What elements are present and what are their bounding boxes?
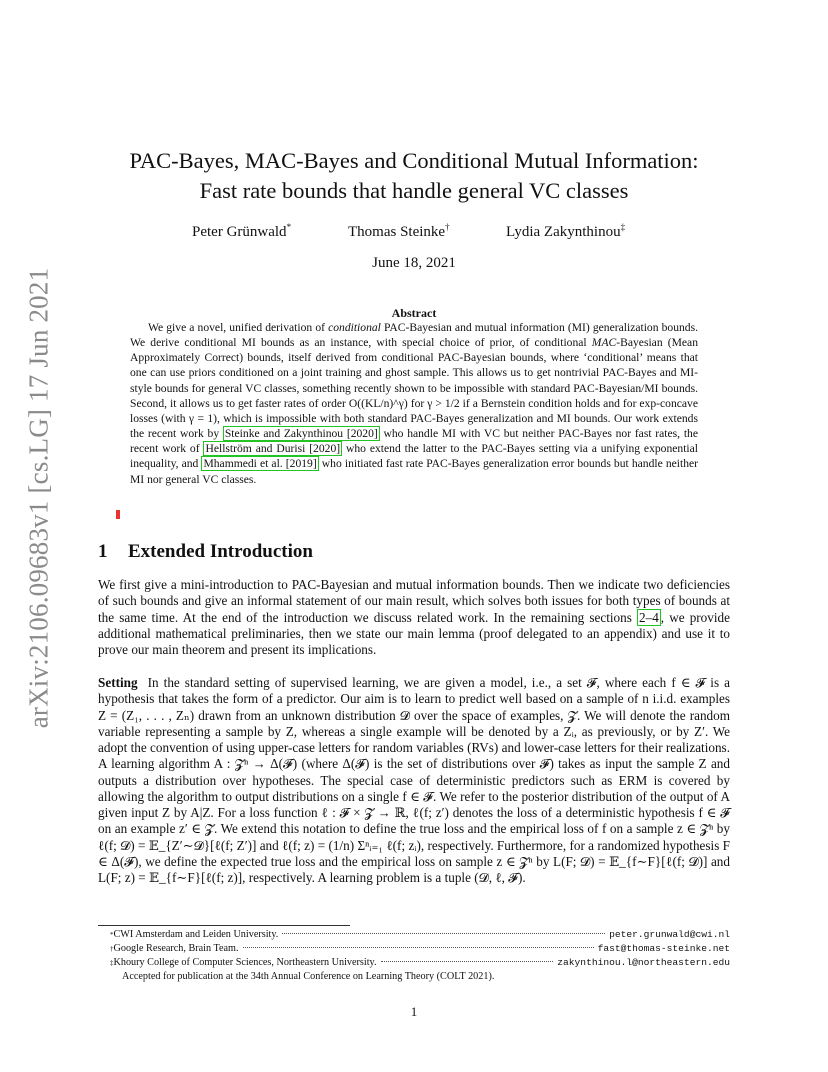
section-ref-link[interactable]: 2–4 (639, 609, 659, 625)
footnote-3: ‡ Khoury College of Computer Sciences, Northeastern University. zakynthinou.l@northeastern.edu (110, 957, 730, 968)
author-3-mark: ‡ (620, 222, 626, 232)
author-1 (192, 222, 291, 241)
author-2-name: Thomas Steinke (348, 224, 446, 240)
setting-paragraph: Setting In the standard setting of supervised learning, we are given a model, i.e., a set 𝓕, where each f ∈ 𝓕 is a hypothesis that takes the form of a predictor. Our aim is to learn to predict well based on a sample of n i.i.d. examples Z = (Z₁, . . . , Zₙ) drawn from an unknown distribution 𝓓 over the space of examples, 𝓩. We will denote the random variable representing a sample by Z, whereas a single example will be denoted by a Zᵢ, as previously, or by Z′. We adopt the convention of using upper-case letters for random variables (RVs) and lower-case letters for their realizations. A learning algorithm A : 𝓩ⁿ → Δ(𝓕) (where Δ(𝓕) is the set of distributions over 𝓕) takes as input the sample Z and outputs a distribution over hypotheses. The special case of deterministic predictors such as ERM is covered by allowing the algorithm to output distributions on a single f ∈ 𝓕. We refer to the posterior distribution of the output of A given input Z by A|Z. For a loss function ℓ : 𝓕 × 𝓩 → ℝ, ℓ(f; z′) denotes the loss of a deterministic hypothesis f ∈ 𝓕 on an example z′ ∈ 𝓩. We extend this notation to define the true loss and the empirical loss of f on a sample z ∈ 𝓩ⁿ by ℓ(f; 𝓓) = 𝔼_{Z′∼𝓓}[ℓ(f; Z′)] and ℓ(f; z) = (1/n) Σⁿᵢ₌₁ ℓ(f; zᵢ), respectively. Furthermore, for a randomized hypothesis F ∈ Δ(𝓕), we define the expected true loss and the empirical loss on sample z ∈ 𝓩ⁿ by L(F; 𝓓) = 𝔼_{f∼F}[ℓ(f; 𝓓)] and L(F; z) = 𝔼_{f∼F}[ℓ(f; z)], respectively. A learning problem is a tuple (𝓓, ℓ, 𝓕). (98, 675, 730, 885)
author-3 (506, 222, 625, 241)
arxiv-identifier-stamp (18, 267, 60, 729)
footnote-2: † Google Research, Brain Team. fast@thomas-steinke.net (110, 943, 730, 954)
citation-link-steinke[interactable]: Steinke and Zakynthinou [2020] (224, 427, 378, 441)
title-line-2: Fast rate bounds that handle general VC classes (199, 178, 629, 203)
author-3-name: Lydia Zakynthinou (506, 224, 621, 240)
footnote-divider (98, 925, 350, 926)
footnote-1: * CWI Amsterdam and Leiden University. peter.grunwald@cwi.nl (110, 929, 730, 940)
email-link-grunwald[interactable]: peter.grunwald@cwi.nl (609, 929, 730, 940)
citation-link-hellstrom[interactable]: Hellström and Durisi [2020] (205, 442, 341, 456)
section-title: Extended Introduction (128, 541, 313, 562)
author-2 (348, 222, 450, 241)
email-link-steinke[interactable]: fast@thomas-steinke.net (597, 943, 730, 954)
author-2-mark: † (445, 222, 450, 232)
author-1-name: Peter Grünwald (192, 224, 287, 240)
paper-title (80, 146, 748, 206)
page-number: 1 (410, 1004, 418, 1019)
author-1-mark: * (286, 222, 292, 232)
abstract-heading: Abstract (391, 306, 437, 320)
email-link-zakynthinou[interactable]: zakynthinou.l@northeastern.edu (557, 957, 730, 968)
abstract-body: We give a novel, unified derivation of conditional PAC-Bayesian and mutual information (MI) generalization bounds. We derive conditional MI bounds as an instance, with special choice of prior, of conditional MAC-Bayesian (Mean Approximately Correct) bounds, itself derived from conditional PAC-Bayesian bounds, where ‘conditional’ means that one can use priors conditioned on a joint training and ghost sample. This allows us to get nontrivial PAC-Bayes and MI-style bounds for general VC classes, something recently shown to be impossible with standard PAC-Bayesian/MI bounds. Second, it allows us to get faster rates of order O((KL/n)^γ) for γ > 1/2 if a Bernstein condition holds and for exp-concave losses (with γ = 1), which is impossible with both standard PAC-Bayes generalization and MI bounds. Our work extends the recent work by Steinke and Zakynthinou [2020] who handle MI with VC but neither PAC-Bayes nor fast rates, the recent work of Hellström and Durisi [2020] who extend the latter to the PAC-Bayes setting via a unifying exponential inequality, and Mhammedi et al. [2019] who initiated fast rate PAC-Bayes generalization error bounds but handle neither MI nor general VC classes. (130, 321, 699, 486)
citation-link-mhammedi[interactable]: Mhammedi et al. [2019] (203, 457, 317, 471)
section-heading (98, 541, 313, 563)
setting-heading: Setting (98, 675, 138, 690)
arxiv-stamp-text: arXiv:2106.09683v1 [cs.LG] 17 Jun 2021 (23, 267, 54, 729)
title-line-1: PAC-Bayes, MAC-Bayes and Conditional Mutual Information: (129, 148, 699, 173)
annotation-marker (116, 510, 120, 519)
publication-note: Accepted for publication at the 34th Annual Conference on Learning Theory (COLT 2021). (122, 971, 495, 982)
section-number: 1 (98, 541, 108, 562)
intro-paragraph: We first give a mini-introduction to PAC-Bayesian and mutual information bounds. Then we indicate two deficiencies of such bounds and give an informal statement of our main result, which solves both issues for both types of bounds at the same time. At the end of the introduction we discuss related work. In the remaining sections 2–4 , we provide additional mathematical preliminaries, then we state our main lemma (proof delegated to an appendix) and use it to prove our main theorem and present its implications. (98, 577, 730, 657)
paper-date: June 18, 2021 (372, 255, 456, 271)
